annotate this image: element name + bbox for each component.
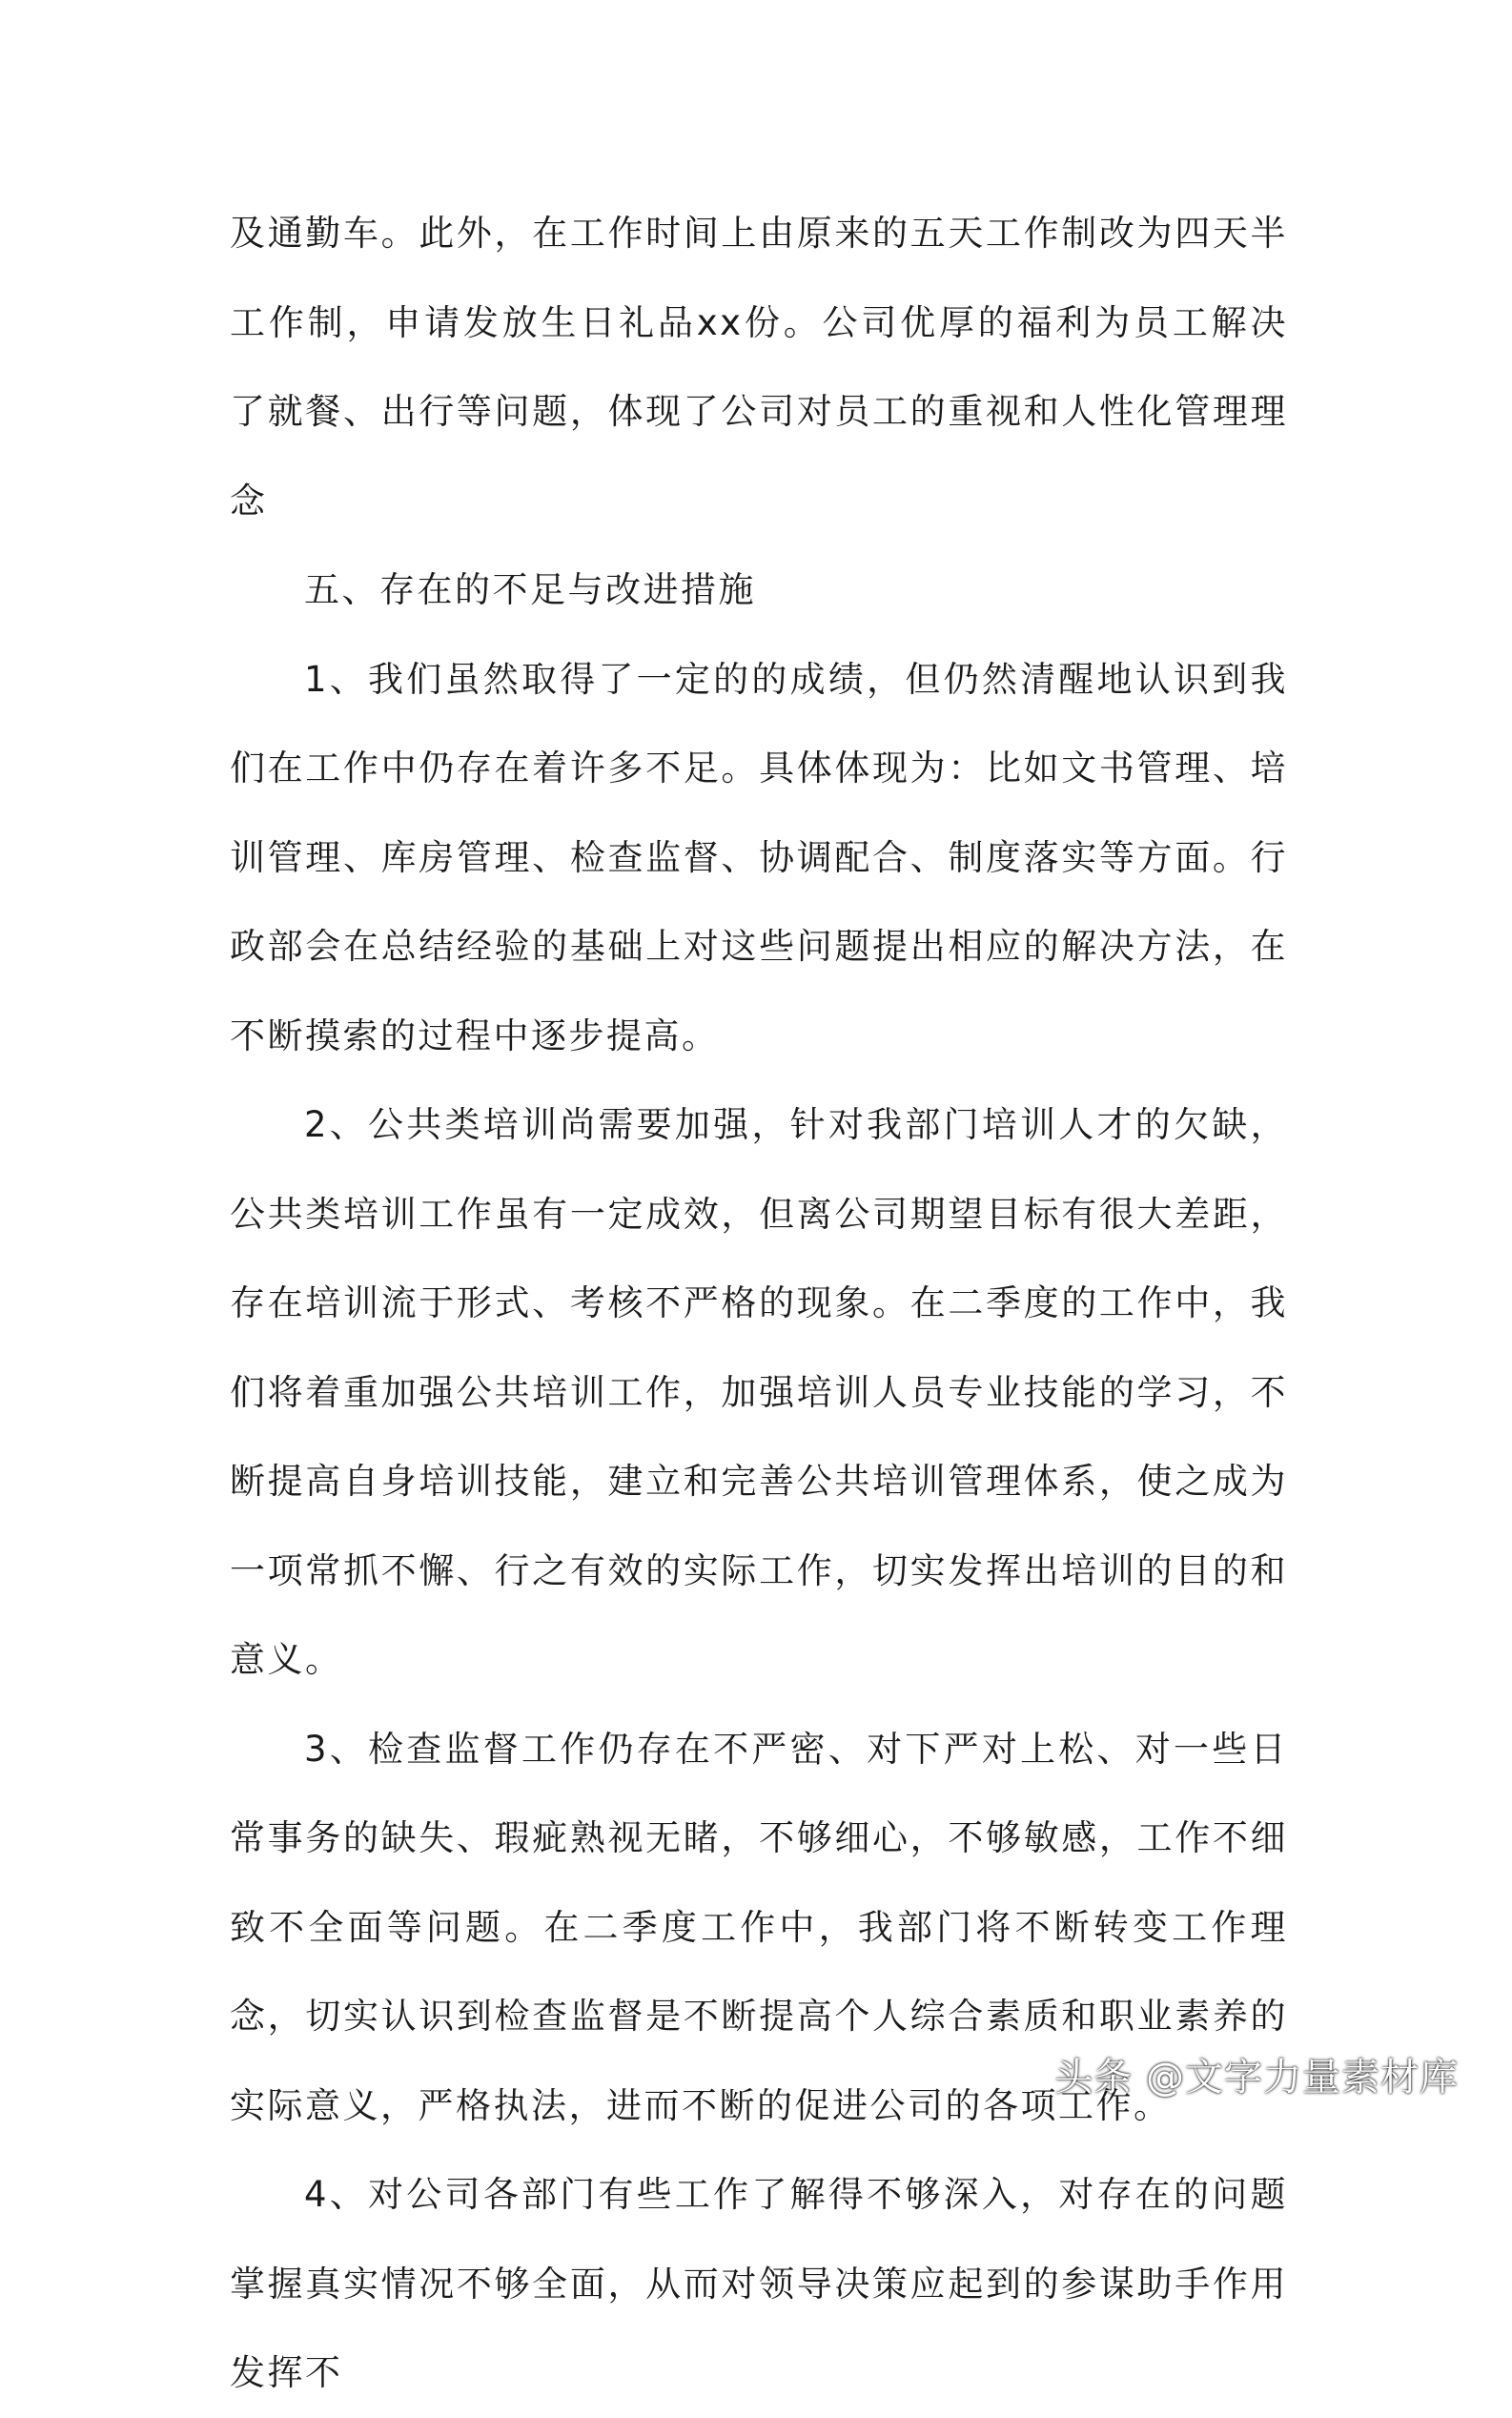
paragraph-item-2: 2、公共类培训尚需要加强，针对我部门培训人才的欠缺，公共类培训工作虽有一定成效，但离公司期望目标有很大差距，存在培训流于形式、考核不严格的现象。在二季度的工作中，我们将着重加强公共培训工作，加强培训人员专业技能的学习，不断提高自身培训技能，建立和完善公共培训管理体系，使之成为一项常抓不懈、行之有效的实际工作，切实发挥出培训的目的和意义。 xyxy=(230,1104,1288,1680)
paragraph-item-4: 4、对公司各部门有些工作了解得不够深入，对存在的问题掌握真实情况不够全面，从而对领导决策应起到的参谋助手作用发挥不 xyxy=(230,2174,1288,2393)
paragraph-item-3: 3、检查监督工作仍存在不严密、对下严对上松、对一些日常事务的缺失、瑕疵熟视无睹，不够细心，不够敏感，工作不细致不全面等问题。在二季度工作中，我部门将不断转变工作理念，切实认识到检查监督是不断提高个人综合素质和职业素养的实际意义，严格执法，进而不断的促进公司的各项工作。 xyxy=(230,1728,1288,2126)
paragraph-item-1: 1、我们虽然取得了一定的的成绩，但仍然清醒地认识到我们在工作中仍存在着许多不足。具体体现为：比如文书管理、培训管理、库房管理、检查监督、协调配合、制度落实等方面。行政部会在总结经验的基础上对这些问题提出相应的解决方法，在不断摸索的过程中逐步提高。 xyxy=(230,658,1288,1056)
paragraph-welfare: 及通勤车。此外，在工作时间上由原来的五天工作制改为四天半工作制，申请发放生日礼品xx份。公司优厚的福利为员工解决了就餐、出行等问题，体现了公司对员工的重视和人性化管理理念 xyxy=(230,213,1288,522)
section-heading-shortcomings: 五、存在的不足与改进措施 xyxy=(304,569,756,610)
watermark-text: 头条 @文字力量素材库 xyxy=(1054,2056,1459,2100)
